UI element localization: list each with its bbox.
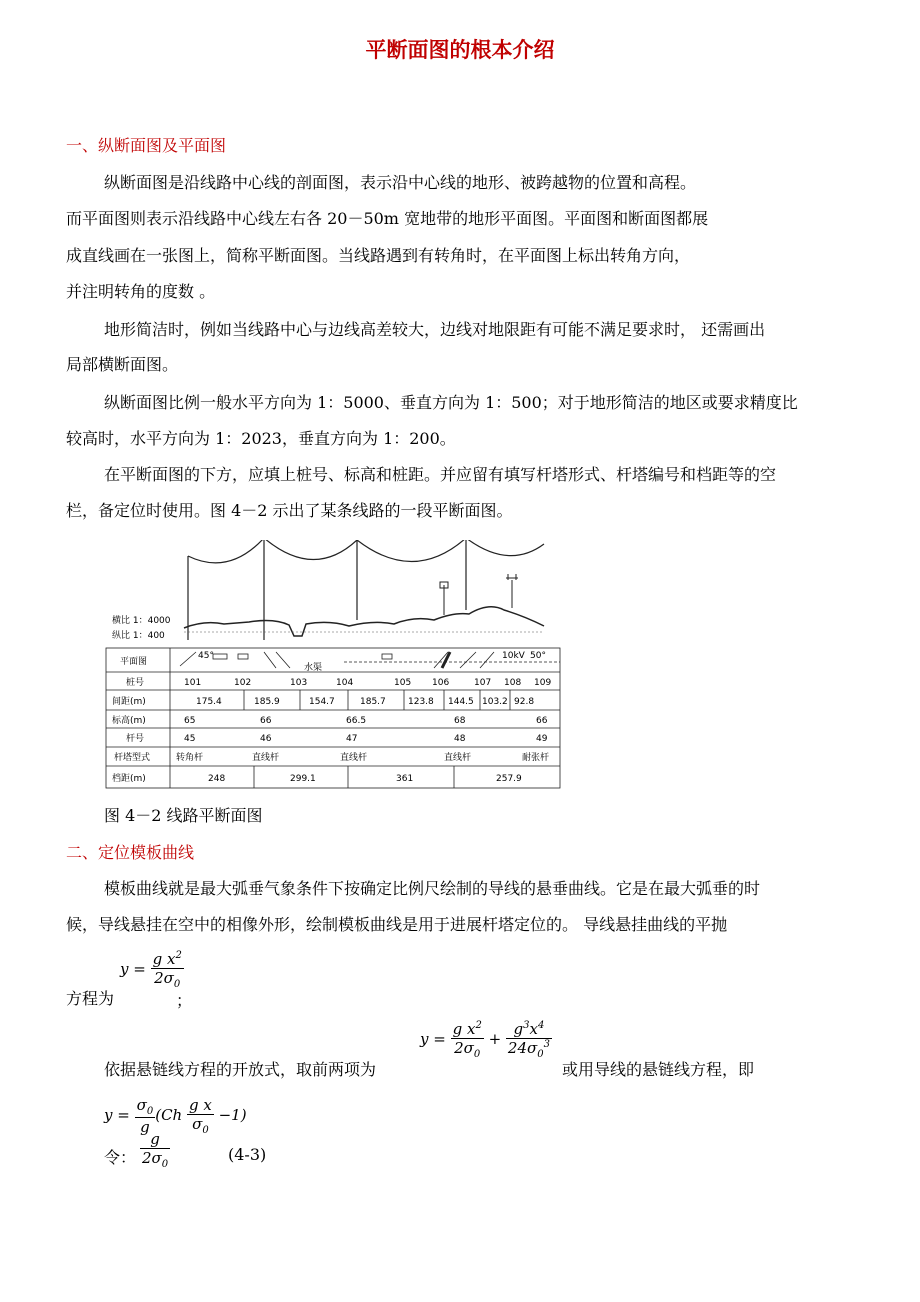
pole-number: 48 <box>454 734 466 744</box>
row-label: 桩号 <box>126 678 145 688</box>
eq2-suffix: 或用导线的悬链线方程，即 <box>562 1060 755 1079</box>
eq1-prefix: 方程为 <box>66 989 115 1008</box>
eq3-prefix: 令： <box>104 1148 137 1167</box>
elevation-value: 66 <box>536 716 548 726</box>
stake-number: 105 <box>394 678 412 688</box>
row-label: 平面图 <box>120 657 148 667</box>
stake-number: 108 <box>504 678 522 688</box>
paragraph-line: 而平面图则表示沿线路中心线左右各 20－50m 宽地带的地形平面图。平面图和断面图都展 <box>66 209 709 228</box>
plan-mark: 水渠 <box>304 663 323 673</box>
stake-number: 101 <box>184 678 202 688</box>
row-label: 杆塔型式 <box>114 753 151 763</box>
figure-caption: 图 4－2 线路平断面图 <box>104 806 263 825</box>
paragraph-line: 成直线画在一张图上，简称平断面图。当线路遇到有转角时，在平面图上标出转角方向， <box>66 246 691 265</box>
paragraph-line: 候，导线悬挂在空中的相像外形，绘制模板曲线是用于进展杆塔定位的。 导线悬挂曲线的平抛 <box>66 915 728 934</box>
scale-horizontal: 横比 1：4000 <box>112 616 171 626</box>
profile-figure <box>104 540 588 790</box>
span-value: 361 <box>396 774 414 784</box>
page-title: 平断面图的根本介绍 <box>365 37 555 62</box>
stake-number: 109 <box>534 678 552 688</box>
profile-table <box>106 648 560 788</box>
row-label: 标高(m) <box>112 716 146 726</box>
pole-number: 46 <box>260 734 272 744</box>
sag-curves <box>188 540 544 640</box>
plan-mark: 10kV <box>502 651 525 661</box>
stake-number: 107 <box>474 678 492 688</box>
equation-1: y = $\frac{g x^2}{2\sigma_0}$ <box>120 950 182 990</box>
scale-vertical: 纵比 1：400 <box>112 631 165 641</box>
elevation-value: 66 <box>260 716 272 726</box>
equation-2: y = $\frac{g x^2}{2\sigma_0}$ + $\frac{g^3x^4}{24\sigma_0^3}$ <box>420 1020 550 1060</box>
spacing-value: 92.8 <box>514 697 535 707</box>
paragraph-line: 模板曲线就是最大弧垂气象条件下按确定比例尺绘制的导线的悬垂曲线。它是在最大弧垂的时 <box>104 879 761 898</box>
row-label: 档距(m) <box>112 774 146 784</box>
paragraph-line: 栏，备定位时使用。图 4－2 示出了某条线路的一段平断面图。 <box>66 501 513 520</box>
span-value: 299.1 <box>290 774 316 784</box>
spacing-value: 185.7 <box>360 697 386 707</box>
spacing-value: 175.4 <box>196 697 222 707</box>
span-value: 257.9 <box>496 774 522 784</box>
eq2-prefix: 依据悬链线方程的开放式，取前两项为 <box>104 1060 377 1079</box>
paragraph-line: 并注明转角的度数 。 <box>66 282 216 301</box>
spacing-value: 103.2 <box>482 697 508 707</box>
stake-number: 106 <box>432 678 450 688</box>
paragraph-line: 在平断面图的下方，应填上桩号、标高和桩距。并应留有填写杆塔形式、杆塔编号和档距等的空 <box>104 465 777 484</box>
span-value: 248 <box>208 774 226 784</box>
section2-heading: 二、定位模板曲线 <box>66 843 195 862</box>
stake-number: 102 <box>234 678 252 688</box>
pole-type: 耐张杆 <box>522 753 550 763</box>
row-label: 杆号 <box>126 734 145 744</box>
paragraph-line: 较高时，水平方向为 1：2023，垂直方向为 1：200。 <box>66 429 456 448</box>
pole-type: 转角杆 <box>176 753 204 763</box>
pole-type: 直线杆 <box>252 753 280 763</box>
ground-profile <box>184 607 544 636</box>
equation-3-sub: $\frac{g}{2\sigma_0}$ <box>142 1130 169 1170</box>
pole-number: 45 <box>184 734 196 744</box>
eq1-suffix: ； <box>176 991 193 1010</box>
section1-heading: 一、纵断面图及平面图 <box>66 136 227 155</box>
stake-number: 103 <box>290 678 308 688</box>
paragraph-line: 地形简洁时，例如当线路中心与边线高差较大，边线对地限距有可能不满足要求时， 还需画出 <box>104 320 766 339</box>
paragraph-line: 纵断面图比例一般水平方向为 1：5000、垂直方向为 1：500；对于地形简洁的地区或要求精度比 <box>104 393 798 412</box>
spacing-value: 154.7 <box>309 697 335 707</box>
pole-type: 直线杆 <box>340 753 368 763</box>
row-label: 间距(m) <box>112 697 146 707</box>
eq3-label: (4-3) <box>228 1145 267 1164</box>
spacing-value: 144.5 <box>448 697 474 707</box>
equation-3: y = $\frac{\sigma_0}{g}$ (Ch $\frac{\text{g x}}{\sigma_0}$ −1) <box>104 1096 247 1136</box>
elevation-value: 65 <box>184 716 196 726</box>
spacing-value: 185.9 <box>254 697 280 707</box>
elevation-value: 66.5 <box>346 716 367 726</box>
paragraph-line: 纵断面图是沿线路中心线的剖面图，表示沿中心线的地形、被跨越物的位置和高程。 <box>104 173 697 192</box>
paragraph-line: 局部横断面图。 <box>66 355 179 374</box>
stake-number: 104 <box>336 678 354 688</box>
plan-mark: 50° <box>530 651 546 661</box>
pole-type: 直线杆 <box>444 753 472 763</box>
spacing-value: 123.8 <box>408 697 434 707</box>
pole-number: 49 <box>536 734 548 744</box>
plan-mark: 45° <box>198 651 214 661</box>
pole-number: 47 <box>346 734 358 744</box>
elevation-value: 68 <box>454 716 466 726</box>
